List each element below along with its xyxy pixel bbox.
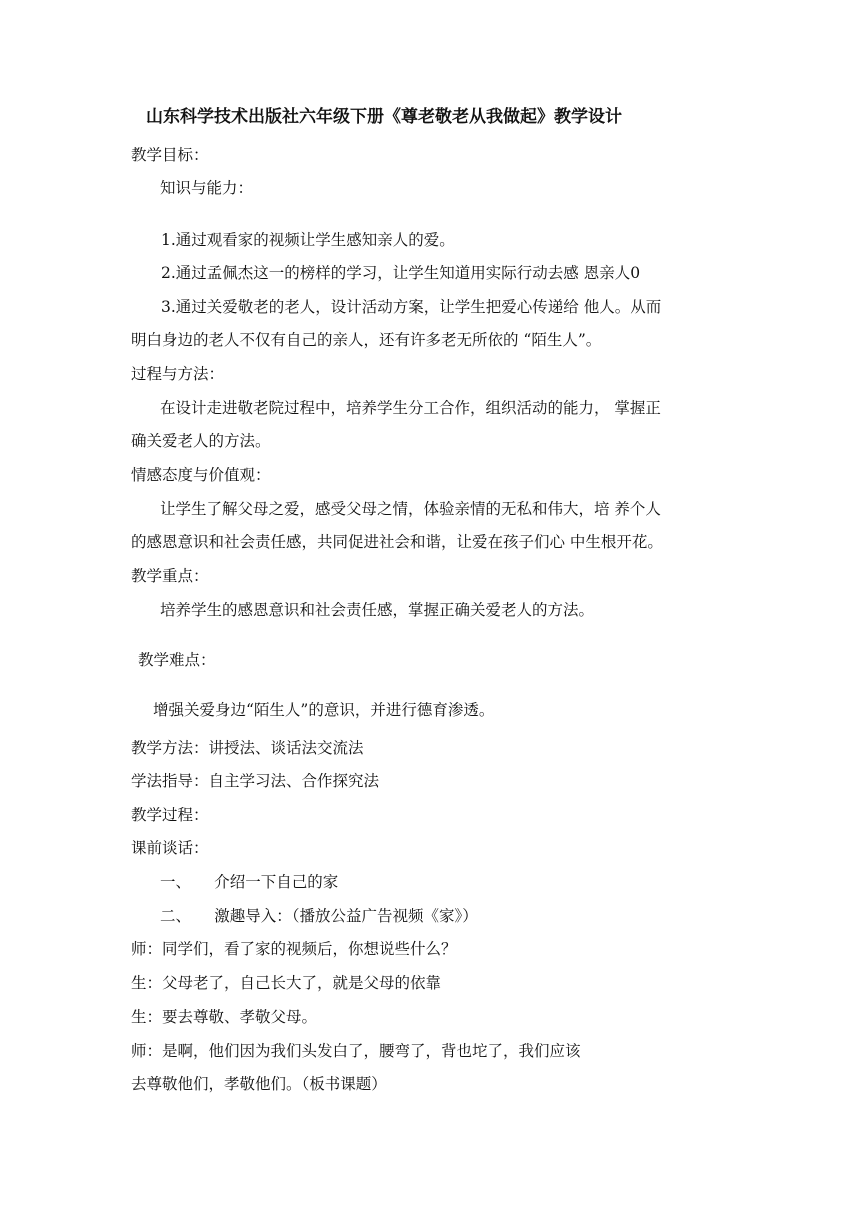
text-line: 知识与能力： xyxy=(160,179,254,197)
section-heading: 情感态度与价值观： xyxy=(131,466,271,484)
dialogue-line: 生：要去尊敬、孝敬父母。 xyxy=(131,1008,318,1026)
text-line: 教学目标： xyxy=(131,146,209,164)
text-line: 在设计走进敬老院过程中，培养学生分工合作，组织活动的能力， 掌握正 xyxy=(160,399,661,417)
dialogue-line: 师：同学们，看了家的视频后，你想说些什么？ xyxy=(131,940,457,958)
dialogue-line: 去尊敬他们，孝敬他们。（板书课题） xyxy=(131,1075,387,1093)
dialogue-line: 师：是啊，他们因为我们头发白了，腰弯了，背也坨了，我们应该 xyxy=(131,1042,581,1060)
list-item: 一、 介绍一下自己的家 xyxy=(160,873,339,891)
text-line: 培养学生的感恩意识和社会责任感，掌握正确关爱老人的方法。 xyxy=(160,601,595,619)
text-line: 增强关爱身边“陌生人”的意识，并进行德育渗透。 xyxy=(153,701,495,719)
section-heading: 过程与方法： xyxy=(131,365,225,383)
text-line: 让学生了解父母之爱，感受父母之情，体验亲情的无私和伟大，培 养个人 xyxy=(160,500,661,518)
text-line: 学法指导：自主学习法、合作探究法 xyxy=(131,772,380,790)
text-line: 的感恩意识和社会责任感，共同促进社会和谐，让爱在孩子们心 中生根开花。 xyxy=(131,533,663,551)
dialogue-line: 生：父母老了，自己长大了，就是父母的依靠 xyxy=(131,974,442,992)
section-heading: 教学过程： xyxy=(131,806,209,824)
text-line: 教学方法：讲授法、谈话法交流法 xyxy=(131,739,364,757)
text-line: 明白身边的老人不仅有自己的亲人，还有许多老无所依的 “陌生人”。 xyxy=(131,331,602,349)
text-line: 1.通过观看家的视频让学生感知亲人的爱。 xyxy=(161,231,455,249)
section-heading: 教学难点： xyxy=(138,651,216,669)
text-line: 3.通过关爱敬老的老人，设计活动方案，让学生把爱心传递给 他人。从而 xyxy=(161,298,662,316)
text-line: 确关爱老人的方法。 xyxy=(131,432,271,450)
list-item: 二、 激趣导入：（播放公益广告视频《家》） xyxy=(160,907,478,925)
document-title: 山东科学技术出版社六年级下册《尊老敬老从我做起》教学设计 xyxy=(146,107,622,127)
text-line: 2.通过孟佩杰这一的榜样的学习，让学生知道用实际行动去感 恩亲人0 xyxy=(161,264,641,282)
section-heading: 教学重点： xyxy=(131,567,209,585)
section-heading: 课前谈话： xyxy=(131,839,209,857)
